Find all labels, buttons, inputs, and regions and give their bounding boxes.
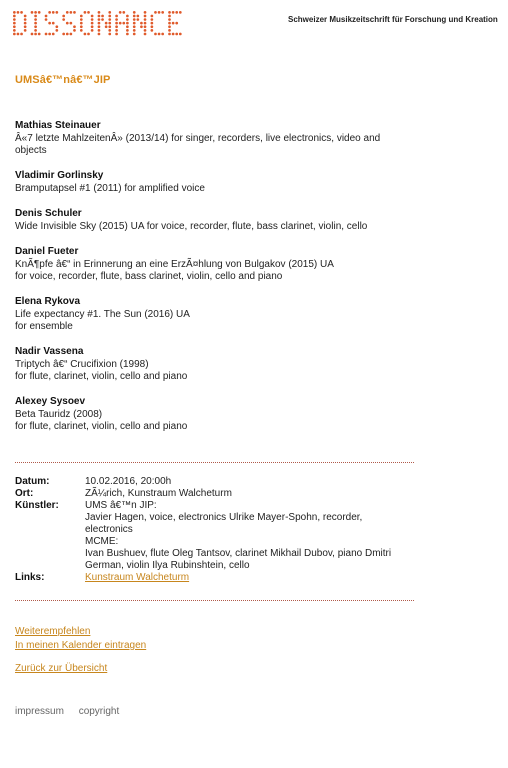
logo-dot	[52, 33, 55, 36]
composer-name: Elena Rykova	[15, 296, 81, 307]
logo-dot	[73, 11, 76, 14]
logo-dot	[98, 29, 101, 32]
logo-dot	[119, 22, 122, 25]
logo-dot	[98, 25, 101, 28]
logo-dot	[31, 11, 34, 14]
work-line: for flute, clarinet, violin, cello and piano	[15, 421, 188, 432]
kuenstler-line: German, violin Ilya Rubinshtein, cello	[85, 560, 250, 571]
work-line: Wide Invisible Sky (2015) UA for voice, recorder, flute, bass clarinet, violin, cello	[15, 221, 368, 232]
logo-dot	[52, 22, 55, 25]
logo-dot	[108, 22, 111, 25]
logo-dot	[34, 11, 37, 14]
logo-dot	[80, 18, 83, 21]
logo-dot	[115, 22, 118, 25]
work-line: Bramputapsel #1 (2011) for amplified voice	[15, 183, 205, 194]
work-line: for ensemble	[15, 321, 73, 332]
logo-dot	[24, 29, 27, 32]
logo-dot	[168, 22, 171, 25]
logo-dot	[98, 33, 101, 36]
logo-dot	[24, 18, 27, 21]
logo-dot	[144, 22, 147, 25]
kuenstler-row	[15, 500, 415, 572]
kuenstler-line: MCME:	[85, 536, 119, 547]
logo-dot	[172, 33, 175, 36]
logo-dot	[24, 15, 27, 18]
logo-dot	[154, 33, 157, 36]
kuenstler-line: UMS â€™n JIP:	[85, 500, 157, 511]
logo-dot	[98, 11, 101, 14]
logo-dot	[66, 22, 69, 25]
logo-dot	[168, 11, 171, 14]
logo-dot	[133, 15, 136, 18]
logo-dot	[126, 18, 129, 21]
logo-dot	[101, 15, 104, 18]
ort-value: ZÃ¼rich, Kunstraum Walcheturm	[85, 488, 232, 499]
logo-dot	[133, 29, 136, 32]
logo-dot	[91, 29, 94, 32]
work-item	[15, 120, 415, 157]
work-item	[15, 208, 415, 233]
composer-name: Alexey Sysoev	[15, 396, 86, 407]
logo-dot	[17, 33, 20, 36]
logo-dot	[136, 18, 139, 21]
composer-name: Daniel Fueter	[15, 246, 79, 257]
logo-dot	[91, 18, 94, 21]
logo-dot	[87, 33, 90, 36]
logo-dot	[70, 11, 73, 14]
logo-dot	[34, 22, 37, 25]
logo-dot	[62, 18, 65, 21]
logo-dot	[62, 33, 65, 36]
logo-dot	[13, 29, 16, 32]
logo-dot	[108, 33, 111, 36]
logo-dot	[144, 29, 147, 32]
logo-dot	[73, 25, 76, 28]
logo-dot	[151, 18, 154, 21]
logo-dot	[179, 33, 182, 36]
add-to-calendar-link[interactable]: In meinen Kalender eintragen	[15, 640, 147, 651]
logo-dot	[126, 33, 129, 36]
logo-dot	[175, 22, 178, 25]
back-wrap	[15, 663, 107, 675]
links-value-wrap	[85, 572, 415, 584]
work-line: Triptych â€“ Crucifixion (1998)	[15, 359, 149, 370]
logo-dot	[80, 15, 83, 18]
divider	[15, 600, 414, 601]
logo-dot	[24, 22, 27, 25]
logo-dot	[151, 25, 154, 28]
kuenstler-line: Javier Hagen, voice, electronics Ulrike Mayer-Spohn, recorder,	[85, 512, 363, 523]
logo-dot	[133, 18, 136, 21]
logo-dot	[84, 33, 87, 36]
recommend-link[interactable]: Weiterempfehlen	[15, 626, 91, 637]
logo-dot	[144, 25, 147, 28]
logo-dot	[84, 11, 87, 14]
logo-dot	[31, 33, 34, 36]
logo-dot	[108, 18, 111, 21]
composer-name: Mathias Steinauer	[15, 120, 101, 131]
logo-dot	[73, 29, 76, 32]
logo-dot	[168, 25, 171, 28]
logo-dot	[98, 18, 101, 21]
logo-dot	[55, 29, 58, 32]
copyright-link[interactable]: copyright	[78, 706, 120, 717]
datum-label: Datum:	[15, 476, 50, 487]
dissonance-logo[interactable]	[12, 10, 236, 36]
logo-dot	[48, 11, 51, 14]
logo-dot	[80, 22, 83, 25]
logo-dot	[70, 33, 73, 36]
actions	[15, 626, 146, 654]
logo-dot	[98, 22, 101, 25]
logo-dot	[168, 29, 171, 32]
logo-dot	[45, 33, 48, 36]
logo-dot	[115, 18, 118, 21]
logo-dot	[151, 22, 154, 25]
logo-dot	[34, 18, 37, 21]
logo-dot	[122, 11, 125, 14]
logo-dot	[158, 33, 161, 36]
kuenstler-label: Künstler:	[15, 500, 59, 511]
logo-dot	[172, 11, 175, 14]
logo-dot	[108, 29, 111, 32]
logo-dot	[105, 25, 108, 28]
logo-dot	[91, 25, 94, 28]
logo-dot	[133, 22, 136, 25]
logo-dot	[13, 22, 16, 25]
tagline: Schweizer Musikzeitschrift für Forschung und Kreation	[288, 15, 498, 24]
logo-dot	[126, 15, 129, 18]
logo-dot	[144, 15, 147, 18]
logo-dot	[133, 33, 136, 36]
work-line: for flute, clarinet, violin, cello and piano	[15, 371, 188, 382]
logo-dot	[98, 15, 101, 18]
logo-dot	[13, 15, 16, 18]
work-item	[15, 396, 415, 433]
work-line: KnÃ¶pfe â€“ in Erinnerung an eine ErzÃ¤hlung von Bulgakov (2015) UA	[15, 259, 334, 270]
logo-dot	[62, 15, 65, 18]
logo-dot	[133, 25, 136, 28]
logo-dot	[122, 22, 125, 25]
logo-dot	[144, 18, 147, 21]
logo-dot	[80, 29, 83, 32]
work-line: Â«7 letzte MahlzeitenÂ» (2013/14) for singer, recorders, live electronics, video and	[15, 133, 381, 144]
logo-dot	[24, 25, 27, 28]
logo-dot	[91, 22, 94, 25]
logo-dot	[34, 15, 37, 18]
logo-dot	[175, 11, 178, 14]
logo-dot	[115, 15, 118, 18]
venue-link[interactable]: Kunstraum Walcheturm	[85, 572, 190, 583]
ort-row	[15, 488, 415, 500]
logo-dot	[38, 33, 41, 36]
logo-dot	[172, 22, 175, 25]
logo-dot	[105, 22, 108, 25]
event-details	[15, 476, 415, 584]
logo-dot	[48, 33, 51, 36]
logo-dot	[158, 11, 161, 14]
logo-dot	[55, 25, 58, 28]
work-item	[15, 296, 415, 333]
logo-dot	[80, 25, 83, 28]
work-item	[15, 170, 415, 195]
logo-dot	[34, 25, 37, 28]
logo-dot	[17, 11, 20, 14]
logo-dot	[140, 25, 143, 28]
logo-dot	[179, 11, 182, 14]
logo-dot	[91, 15, 94, 18]
logo-dot	[13, 33, 16, 36]
logo-dot	[34, 29, 37, 32]
logo-dot	[115, 25, 118, 28]
back-to-overview-link[interactable]: Zurück zur Übersicht	[15, 663, 108, 674]
logo-dot	[168, 15, 171, 18]
kuenstler-value	[85, 500, 415, 572]
composer-name: Vladimir Gorlinsky	[15, 170, 104, 181]
links-row	[15, 572, 415, 584]
logo-dot	[108, 25, 111, 28]
logo-dot	[151, 29, 154, 32]
logo-dot	[168, 33, 171, 36]
logo-dot	[126, 25, 129, 28]
logo-dot	[144, 33, 147, 36]
logo-dot	[13, 18, 16, 21]
logo-dot	[140, 22, 143, 25]
composer-name: Denis Schuler	[15, 208, 82, 219]
works-list	[15, 120, 415, 446]
kuenstler-line: Ivan Bushuev, flute Oleg Tantsov, clarinet Mikhail Dubov, piano Dmitri	[85, 548, 392, 559]
logo-dot	[55, 11, 58, 14]
logo-dot	[38, 11, 41, 14]
logo-dot	[151, 15, 154, 18]
ort-label: Ort:	[15, 488, 34, 499]
logo-dot	[101, 18, 104, 21]
logo-dot	[108, 15, 111, 18]
logo-dot	[48, 22, 51, 25]
logo-dot	[115, 29, 118, 32]
logo-dot	[45, 18, 48, 21]
work-line: objects	[15, 145, 47, 156]
datum-value: 10.02.2016, 20:00h	[85, 476, 172, 487]
logo-dot	[70, 22, 73, 25]
work-line: Beta Tauridz (2008)	[15, 409, 103, 420]
work-line: for voice, recorder, flute, bass clarinet, violin, cello and piano	[15, 271, 283, 282]
logo-dot	[115, 33, 118, 36]
logo-dot	[87, 11, 90, 14]
logo-dot	[175, 33, 178, 36]
logo-dot	[108, 11, 111, 14]
datum-row	[15, 476, 415, 488]
links-label: Links:	[15, 572, 45, 583]
logo-dot	[34, 33, 37, 36]
logo-dot	[20, 33, 23, 36]
logo-dot	[20, 11, 23, 14]
kuenstler-line: electronics	[85, 524, 133, 535]
logo-dot	[126, 29, 129, 32]
logo-dot	[161, 33, 164, 36]
work-item	[15, 246, 415, 283]
logo-dot	[126, 22, 129, 25]
logo-dot	[144, 11, 147, 14]
work-item	[15, 346, 415, 383]
logo-dot	[136, 15, 139, 18]
header	[12, 10, 496, 36]
logo-dot	[13, 25, 16, 28]
logo-dot	[168, 18, 171, 21]
divider	[15, 462, 414, 463]
logo-dot	[119, 11, 122, 14]
logo-dot	[154, 11, 157, 14]
logo-dot	[45, 15, 48, 18]
page-title: UMSâ€™nâ€™JIP	[15, 74, 111, 86]
logo-dot	[52, 11, 55, 14]
composer-name: Nadir Vassena	[15, 346, 84, 357]
logo-dot	[66, 33, 69, 36]
work-line: Life expectancy #1. The Sun (2016) UA	[15, 309, 190, 320]
logo-dot	[161, 11, 164, 14]
footer	[15, 706, 131, 718]
impressum-link[interactable]: impressum	[15, 706, 64, 717]
logo-dot	[66, 11, 69, 14]
logo-dot	[133, 11, 136, 14]
logo-dot	[13, 11, 16, 14]
